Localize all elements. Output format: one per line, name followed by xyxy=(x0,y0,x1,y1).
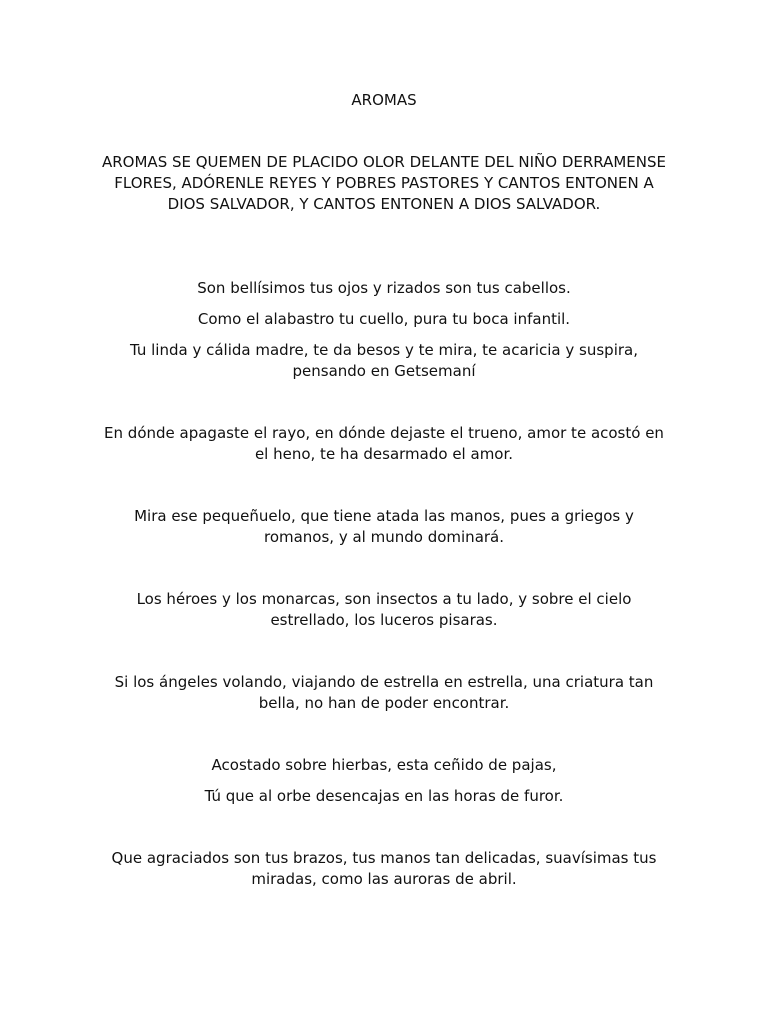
stanza-3 xyxy=(100,423,668,465)
stanza-1 xyxy=(100,152,668,215)
stanza-7 xyxy=(100,755,668,807)
stanza-line: Mira ese pequeñuelo, que tiene atada las manos, pues a griegos y romanos, y al mundo dominará. xyxy=(134,507,634,546)
stanza-line: En dónde apagaste el rayo, en dónde dejaste el trueno, amor te acostó en el heno, te ha desarmado el amor. xyxy=(104,424,664,463)
stanza-6 xyxy=(100,672,668,714)
stanza-2 xyxy=(100,278,668,382)
stanza-line: Como el alabastro tu cuello, pura tu boca infantil. xyxy=(197,310,571,328)
stanza-line: Que agraciados son tus brazos, tus manos tan delicadas, suavísimas tus miradas, como las auroras de abril. xyxy=(111,849,657,888)
stanza-line: Si los ángeles volando, viajando de estrella en estrella, una criatura tan bella, no han de poder encontrar. xyxy=(114,673,654,712)
stanza-line: Son bellísimos tus ojos y rizados son tus cabellos. xyxy=(197,279,571,297)
title-text: AROMAS xyxy=(351,91,417,109)
stanza-line: Tu linda y cálida madre, te da besos y te mira, te acaricia y suspira, pensando en Getsemaní xyxy=(129,341,638,380)
stanza-line: AROMAS SE QUEMEN DE PLACIDO OLOR DELANTE DEL NIÑO DERRAMENSE FLORES, ADÓRENLE REYES Y POBRES PASTORES Y CANTOS ENTONEN A DIOS SALVADOR, Y CANTOS ENTONEN A DIOS SALVADOR. xyxy=(102,153,666,213)
stanza-5 xyxy=(100,589,668,631)
document-title xyxy=(100,90,668,111)
stanza-line: Los héroes y los monarcas, son insectos a tu lado, y sobre el cielo estrellado, los luceros pisaras. xyxy=(136,590,632,629)
stanza-line: Acostado sobre hierbas, esta ceñido de pajas, xyxy=(211,756,557,774)
stanza-4 xyxy=(100,506,668,548)
stanza-line: Tú que al orbe desencajas en las horas de furor. xyxy=(204,787,564,805)
stanza-8 xyxy=(100,848,668,890)
